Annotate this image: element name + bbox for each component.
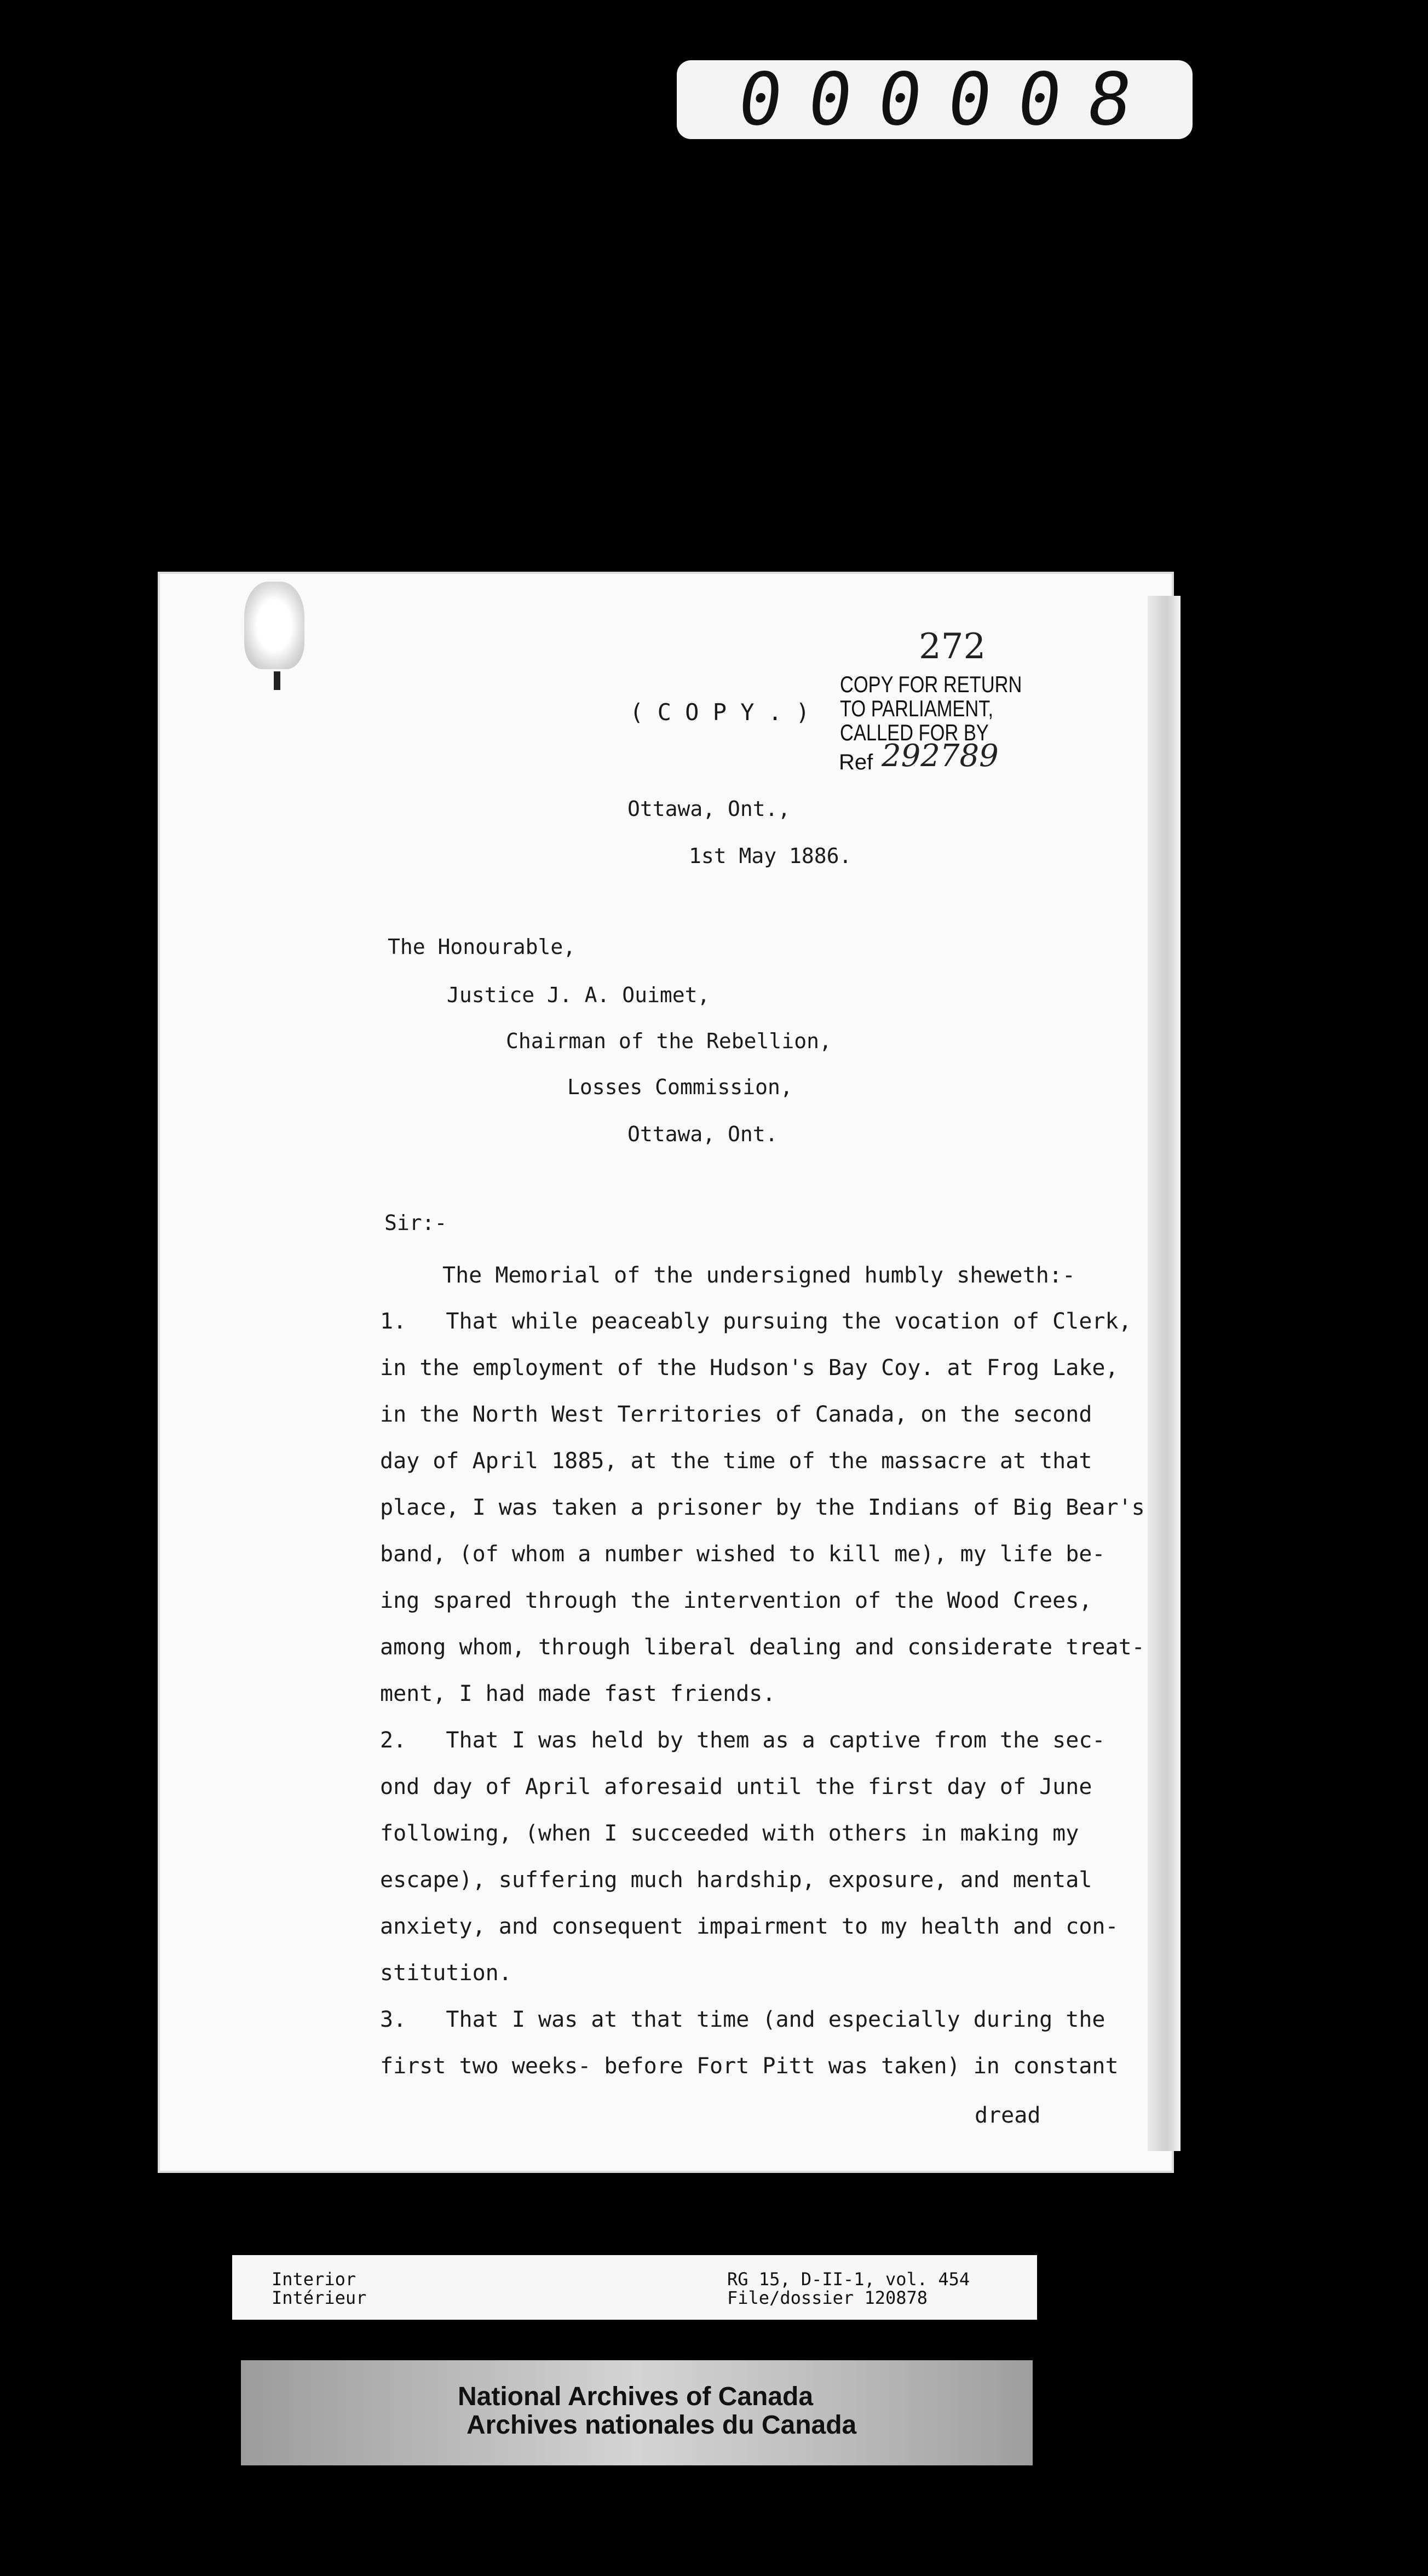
body-line: first two weeks- before Fort Pitt was taken) in constant bbox=[380, 2054, 1119, 2079]
body-line: stitution. bbox=[380, 1960, 512, 1986]
address-line-1: The Honourable, bbox=[388, 935, 576, 959]
address-line-4: Losses Commission, bbox=[567, 1075, 793, 1099]
body-line: ond day of April aforesaid until the first day of June bbox=[380, 1774, 1092, 1799]
department-fr: Intérieur bbox=[272, 2287, 367, 2308]
page-number-stamp: 272 bbox=[919, 626, 986, 667]
address-line-2: Justice J. A. Ouimet, bbox=[447, 983, 710, 1007]
body-line: 2. That I was held by them as a captive from the sec- bbox=[380, 1728, 1105, 1753]
catchword: dread bbox=[975, 2103, 1041, 2128]
frame-counter-number: 000008 bbox=[732, 58, 1164, 142]
copy-heading: ( C O P Y . ) bbox=[630, 699, 810, 726]
address-line-3: Chairman of the Rebellion, bbox=[506, 1029, 832, 1053]
body-line: among whom, through liberal dealing and considerate treat- bbox=[380, 1635, 1145, 1660]
archive-reference-label bbox=[232, 2255, 1037, 2320]
staple-tear-mark bbox=[244, 582, 304, 669]
body-line: ment, I had made fast friends. bbox=[380, 1681, 776, 1706]
body-line: The Memorial of the undersigned humbly sheweth:- bbox=[442, 1263, 1075, 1288]
return-stamp-line-3: CALLED FOR BY bbox=[840, 720, 989, 745]
salutation: Sir:- bbox=[384, 1211, 447, 1235]
body-line: 3. That I was at that time (and especially during the bbox=[380, 2007, 1105, 2032]
address-line-5: Ottawa, Ont. bbox=[627, 1122, 778, 1146]
body-line: band, (of whom a number wished to kill me), my life be- bbox=[380, 1542, 1105, 1567]
staple-hole bbox=[274, 671, 280, 690]
body-line: anxiety, and consequent impairment to my health and con- bbox=[380, 1914, 1119, 1939]
page-edge-curl bbox=[1148, 596, 1181, 2151]
letter-date: 1st May 1886. bbox=[689, 844, 852, 868]
department-en: Interior bbox=[272, 2269, 356, 2290]
body-line: following, (when I succeeded with others in making my bbox=[380, 1821, 1079, 1846]
stamp-ref-value: 292789 bbox=[882, 738, 999, 774]
body-line: ing spared through the intervention of the Wood Crees, bbox=[380, 1588, 1092, 1613]
letter-place: Ottawa, Ont., bbox=[627, 797, 791, 821]
body-line: escape), suffering much hardship, exposure, and mental bbox=[380, 1867, 1092, 1893]
body-line: in the employment of the Hudson's Bay Coy. at Frog Lake, bbox=[380, 1355, 1119, 1381]
return-stamp-line-1: COPY FOR RETURN bbox=[840, 671, 1022, 697]
stamp-ref-label: Ref bbox=[839, 750, 873, 774]
body-line: day of April 1885, at the time of the massacre at that bbox=[380, 1448, 1092, 1474]
body-line: place, I was taken a prisoner by the Indians of Big Bear's bbox=[380, 1495, 1145, 1520]
body-line: 1. That while peaceably pursuing the vocation of Clerk, bbox=[380, 1309, 1132, 1334]
record-group-ref: RG 15, D-II-1, vol. 454 bbox=[727, 2269, 970, 2290]
archives-name-en: National Archives of Canada bbox=[458, 2382, 814, 2411]
frame-counter-label bbox=[677, 58, 1193, 142]
file-dossier-ref: File/dossier 120878 bbox=[727, 2287, 928, 2308]
body-line: in the North West Territories of Canada, on the second bbox=[380, 1402, 1092, 1427]
archives-banner bbox=[241, 2360, 1033, 2465]
return-stamp-line-2: TO PARLIAMENT, bbox=[840, 695, 994, 721]
archives-name-fr: Archives nationales du Canada bbox=[467, 2411, 857, 2440]
